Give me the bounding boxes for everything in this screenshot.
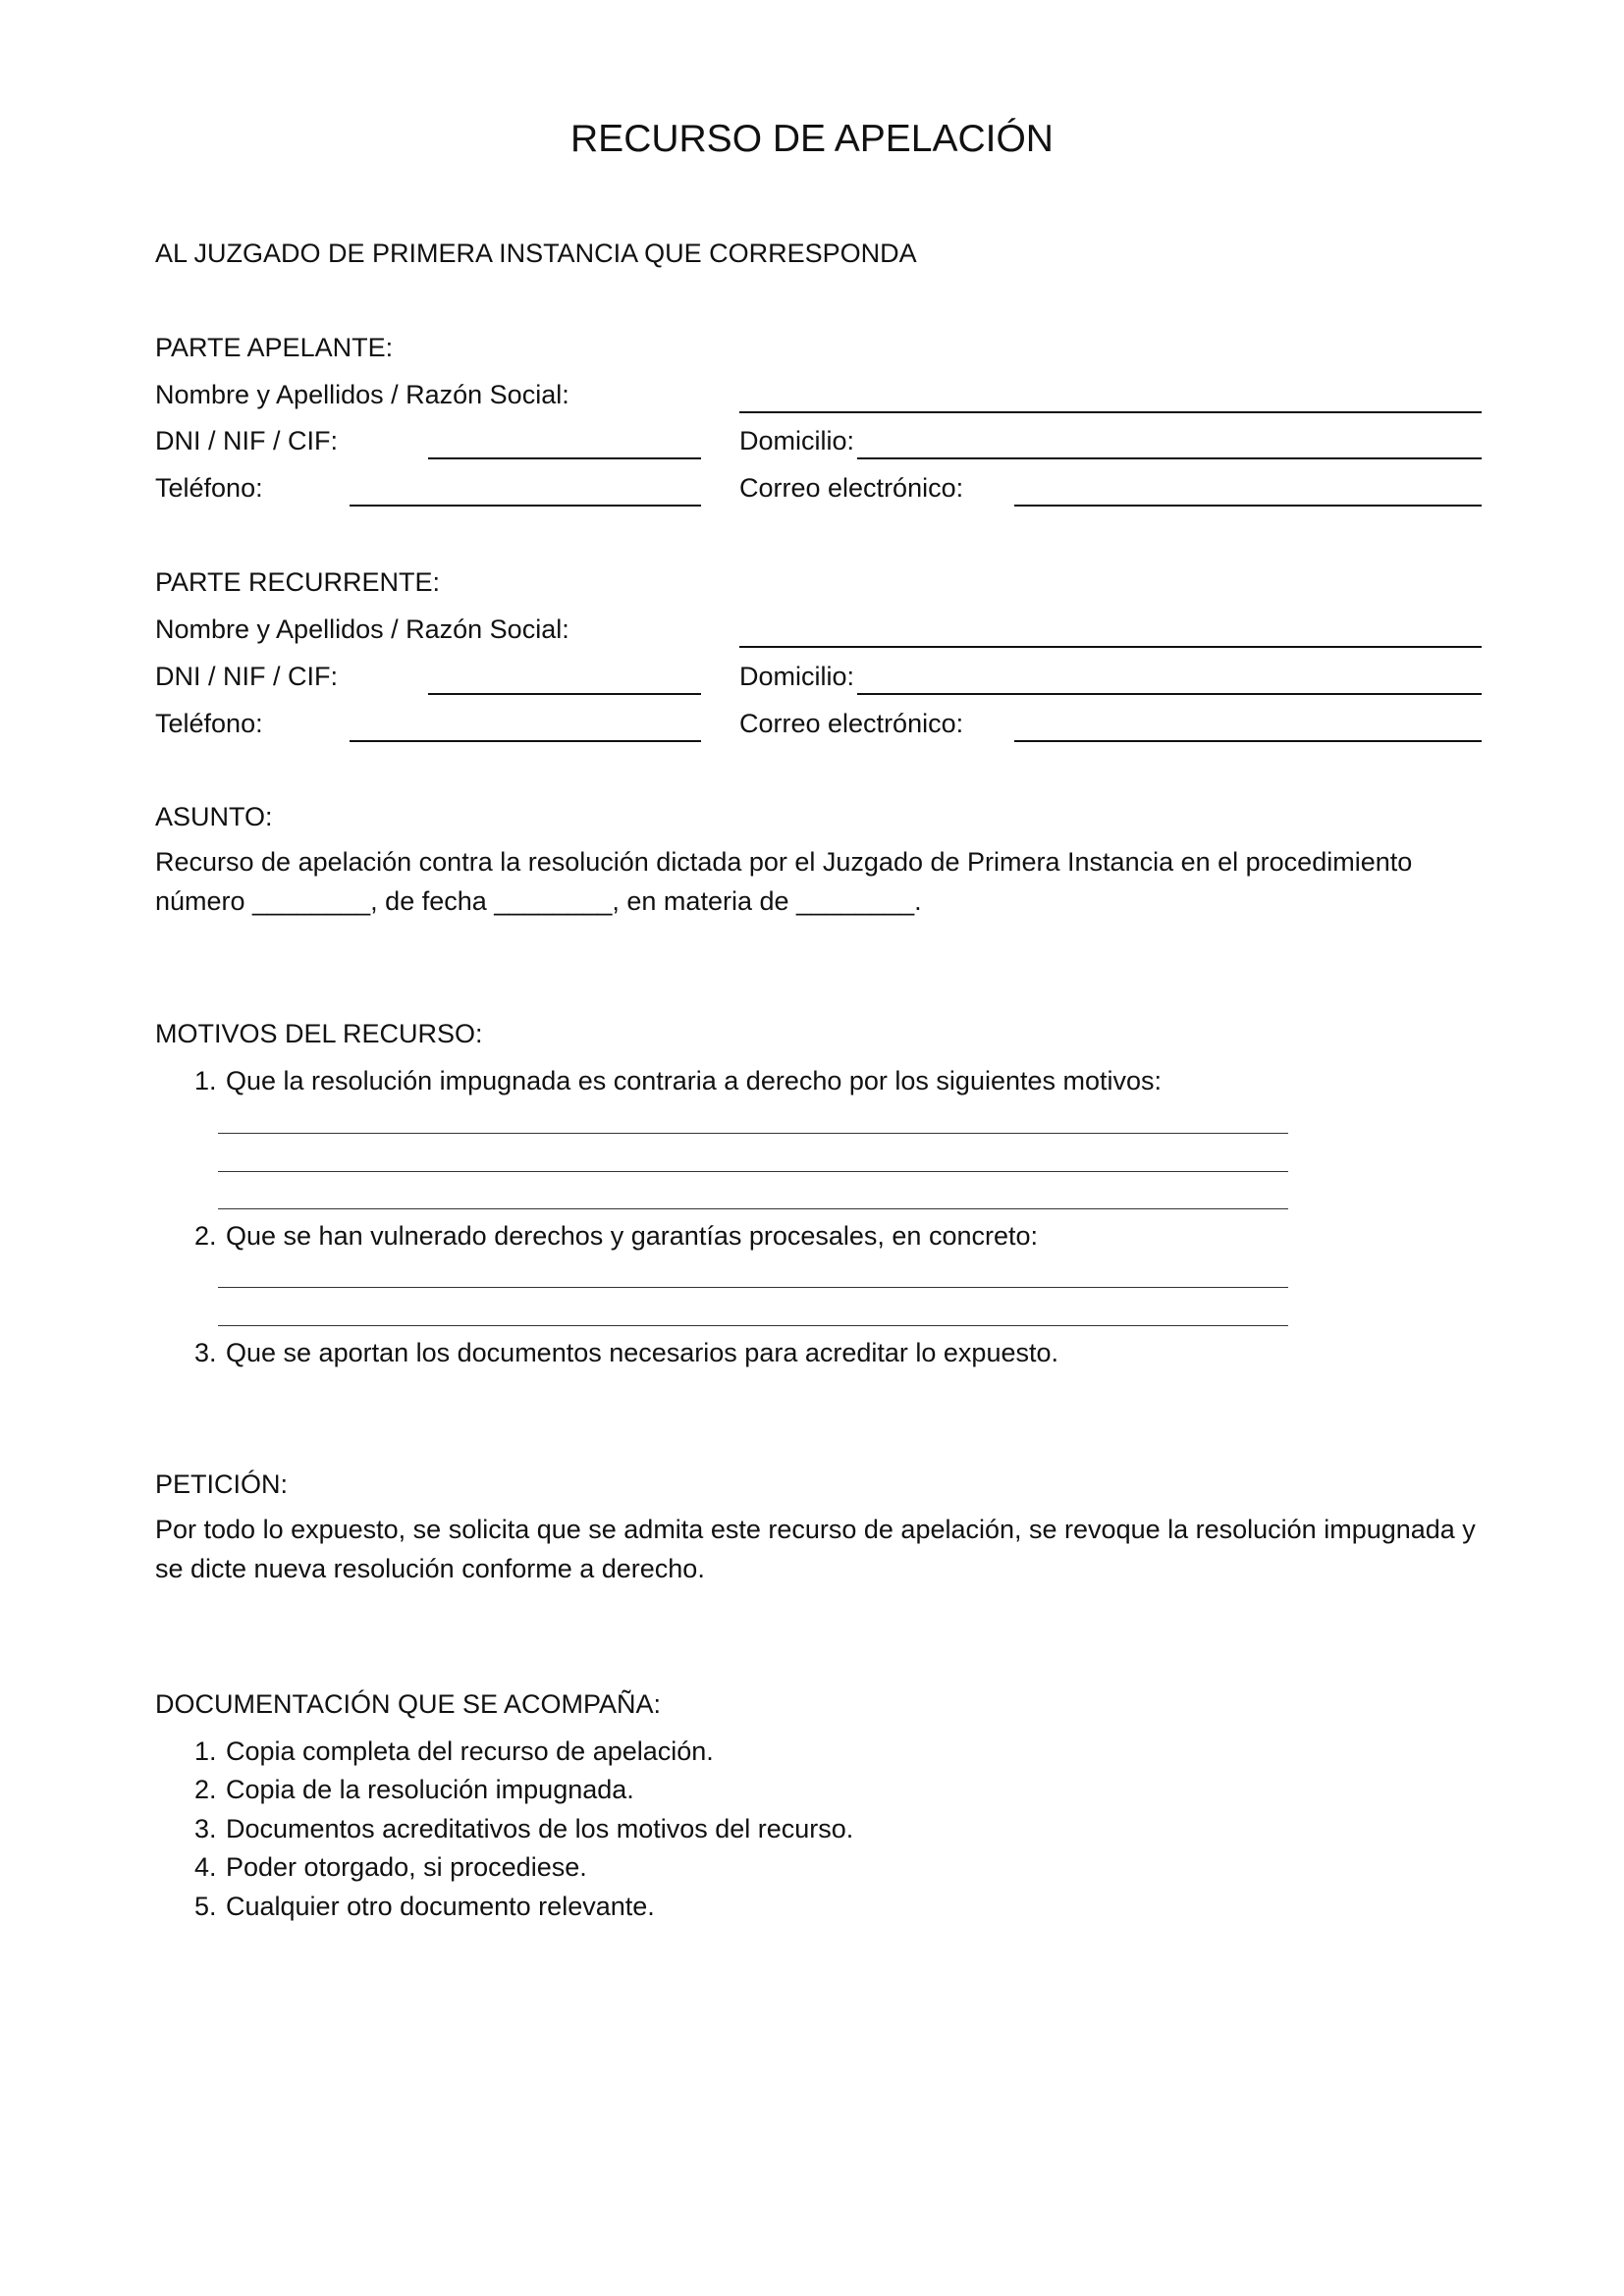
document-title: RECURSO DE APELACIÓN bbox=[570, 118, 1054, 160]
documento-item bbox=[194, 1813, 853, 1844]
documento-item-number: 1. bbox=[194, 1736, 217, 1766]
motivo-item-text: Que se aportan los documentos necesarios para acreditar lo expuesto. bbox=[226, 1338, 1058, 1367]
motivo-item-number: 1. bbox=[194, 1066, 217, 1095]
recurrente-nombre-field[interactable] bbox=[739, 646, 1482, 648]
documento-item-text: Copia completa del recurso de apelación. bbox=[226, 1736, 714, 1766]
documento-item-number: 3. bbox=[194, 1814, 217, 1843]
motivo-item-3 bbox=[194, 1337, 1058, 1368]
documento-item-text: Copia de la resolución impugnada. bbox=[226, 1775, 634, 1804]
apelante-dni-label: DNI / NIF / CIF: bbox=[155, 426, 338, 455]
apelante-telefono-label: Teléfono: bbox=[155, 473, 263, 503]
recurrente-dni-field[interactable] bbox=[428, 693, 701, 695]
apelante-nombre-label: Nombre y Apellidos / Razón Social: bbox=[155, 380, 569, 409]
apelante-dni-field[interactable] bbox=[428, 457, 701, 459]
apelante-domicilio-field[interactable] bbox=[857, 457, 1482, 459]
motivo-1-write-line[interactable] bbox=[218, 1171, 1288, 1172]
addressee: AL JUZGADO DE PRIMERA INSTANCIA QUE CORRESPONDA bbox=[155, 239, 917, 268]
apelante-telefono-field[interactable] bbox=[350, 505, 701, 507]
motivo-item-2 bbox=[194, 1220, 1038, 1252]
motivo-2-write-line[interactable] bbox=[218, 1287, 1288, 1288]
peticion-text: Por todo lo expuesto, se solicita que se admita este recurso de apelación, se revoque la resolución impugnada y se dicte nueva resolución conforme a derecho. bbox=[155, 1515, 1476, 1583]
recurrente-correo-label: Correo electrónico: bbox=[739, 709, 964, 738]
motivo-item-1 bbox=[194, 1065, 1162, 1096]
motivo-item-text: Que la resolución impugnada es contraria a derecho por los siguientes motivos: bbox=[226, 1066, 1163, 1095]
documento-item bbox=[194, 1891, 655, 1922]
motivo-1-write-line[interactable] bbox=[218, 1208, 1288, 1209]
recurrente-telefono-label: Teléfono: bbox=[155, 709, 263, 738]
motivo-item-number: 2. bbox=[194, 1221, 217, 1251]
peticion-heading: PETICIÓN: bbox=[155, 1469, 289, 1499]
documento-item-number: 4. bbox=[194, 1852, 217, 1882]
documento-item-text: Poder otorgado, si procediese. bbox=[226, 1852, 587, 1882]
documento-item-number: 5. bbox=[194, 1892, 217, 1921]
asunto-heading: ASUNTO: bbox=[155, 802, 273, 831]
documento-item-text: Cualquier otro documento relevante. bbox=[226, 1892, 655, 1921]
parte-recurrente-heading: PARTE RECURRENTE: bbox=[155, 567, 441, 597]
apelante-correo-label: Correo electrónico: bbox=[739, 473, 964, 503]
motivo-2-write-line[interactable] bbox=[218, 1325, 1288, 1326]
apelante-nombre-field[interactable] bbox=[739, 411, 1482, 413]
parte-apelante-heading: PARTE APELANTE: bbox=[155, 333, 394, 362]
asunto-text: Recurso de apelación contra la resolución dictada por el Juzgado de Primera Instancia en el procedimiento número ________, de fecha ________, en materia de ________. bbox=[155, 847, 1413, 916]
apelante-correo-field[interactable] bbox=[1014, 505, 1482, 507]
documento-item-number: 2. bbox=[194, 1775, 217, 1804]
documento-item bbox=[194, 1851, 587, 1883]
motivo-item-number: 3. bbox=[194, 1338, 217, 1367]
recurrente-nombre-label: Nombre y Apellidos / Razón Social: bbox=[155, 614, 569, 644]
documento-item bbox=[194, 1735, 714, 1767]
documento-item bbox=[194, 1774, 634, 1805]
apelante-domicilio-label: Domicilio: bbox=[739, 426, 855, 455]
recurrente-domicilio-label: Domicilio: bbox=[739, 662, 855, 691]
motivos-heading: MOTIVOS DEL RECURSO: bbox=[155, 1019, 483, 1048]
motivo-1-write-line[interactable] bbox=[218, 1133, 1288, 1134]
recurrente-correo-field[interactable] bbox=[1014, 740, 1482, 742]
recurrente-dni-label: DNI / NIF / CIF: bbox=[155, 662, 338, 691]
recurrente-domicilio-field[interactable] bbox=[857, 693, 1482, 695]
motivo-item-text: Que se han vulnerado derechos y garantías procesales, en concreto: bbox=[226, 1221, 1039, 1251]
documentacion-heading: DOCUMENTACIÓN QUE SE ACOMPAÑA: bbox=[155, 1689, 662, 1719]
recurrente-telefono-field[interactable] bbox=[350, 740, 701, 742]
documento-item-text: Documentos acreditativos de los motivos del recurso. bbox=[226, 1814, 854, 1843]
